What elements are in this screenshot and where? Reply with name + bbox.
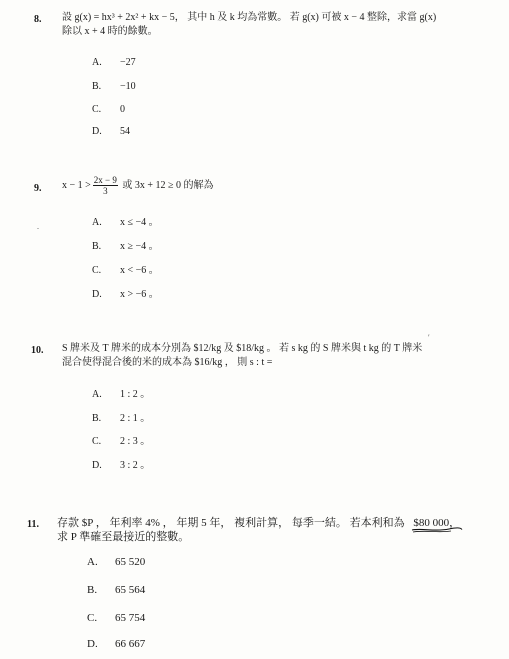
option-b[interactable]	[92, 237, 159, 252]
option-letter: D.	[92, 126, 102, 137]
option-d[interactable]	[92, 285, 159, 300]
option-b[interactable]	[87, 584, 145, 596]
option-letter: D.	[92, 289, 102, 300]
amount-value: $80 000	[413, 517, 450, 529]
option-a[interactable]	[92, 57, 136, 68]
option-text: x < −6 。	[120, 265, 159, 276]
inequality-lhs: x − 1 >	[62, 179, 91, 191]
option-letter: A.	[92, 57, 102, 68]
option-b[interactable]	[92, 409, 150, 424]
option-letter: A.	[92, 217, 102, 228]
option-c[interactable]	[92, 261, 159, 276]
handwritten-underline	[411, 527, 463, 533]
option-b[interactable]	[92, 81, 136, 92]
fraction	[93, 175, 118, 196]
question-number: 9.	[34, 183, 42, 194]
option-letter: C.	[92, 265, 102, 276]
question-text-line-1	[57, 516, 460, 530]
option-text: 65 520	[115, 556, 146, 568]
question-text-end: ，	[449, 517, 461, 529]
option-text: x ≤ −4 。	[120, 217, 159, 228]
question-text-rest: 或 3x + 12 ≥ 0 的解為	[122, 179, 214, 191]
option-letter: C.	[92, 436, 102, 447]
question-text-line-1: S 牌米及 T 牌米的成本分別為 $12/kg 及 $18/kg 。 若 s kg 的 S 牌米與 t kg 的 T 牌米	[62, 343, 423, 354]
question-text-line-2: 除以 x + 4 時的餘數。	[62, 26, 158, 37]
option-a[interactable]	[87, 556, 145, 568]
option-text: 65 564	[115, 584, 146, 596]
stray-mark: ′	[428, 333, 430, 342]
option-letter: C.	[92, 104, 102, 115]
option-letter: A.	[92, 389, 102, 400]
option-c[interactable]	[87, 612, 145, 624]
option-c[interactable]	[92, 432, 150, 447]
option-text: 0	[120, 104, 125, 115]
handwritten-underlined-amount	[413, 516, 449, 530]
question-text-line-2: 求 P 準確至最接近的整數。	[57, 531, 190, 543]
option-letter: B.	[92, 241, 102, 252]
option-letter: D.	[92, 460, 102, 471]
option-d[interactable]	[92, 126, 130, 137]
option-text: 65 754	[115, 612, 146, 624]
option-text: 1 : 2 。	[120, 389, 151, 400]
question-text-line-2: 混合使得混合後的米的成本為 $16/kg ， 則 s : t =	[62, 357, 273, 368]
option-text: −27	[120, 57, 136, 68]
option-letter: B.	[92, 81, 102, 92]
option-a[interactable]	[92, 385, 150, 400]
question-text-line-1	[62, 175, 214, 196]
option-letter: B.	[87, 584, 98, 596]
option-letter: C.	[87, 612, 98, 624]
option-letter: D.	[87, 638, 98, 650]
option-text: −10	[120, 81, 136, 92]
stray-mark: .	[37, 222, 39, 231]
option-c[interactable]	[92, 104, 125, 115]
option-text: 2 : 1 。	[120, 413, 151, 424]
fraction-denominator: 3	[103, 186, 108, 196]
option-a[interactable]	[92, 213, 159, 228]
option-d[interactable]	[87, 638, 145, 650]
option-text: 66 667	[115, 638, 146, 650]
question-text: 存款 $P ， 年利率 4% ， 年期 5 年， 複利計算， 每季一結。 若本利和為	[57, 517, 405, 529]
option-text: x ≥ −4 。	[120, 241, 159, 252]
option-letter: B.	[92, 413, 102, 424]
option-text: x > −6 。	[120, 289, 159, 300]
option-text: 2 : 3 。	[120, 436, 151, 447]
question-text-line-1: 設 g(x) = hx³ + 2x² + kx − 5， 其中 h 及 k 均為常數。 若 g(x) 可被 x − 4 整除，求當 g(x)	[62, 12, 437, 23]
question-number: 10.	[31, 345, 44, 356]
question-number: 11.	[27, 519, 39, 530]
option-text: 3 : 2 。	[120, 460, 151, 471]
question-number: 8.	[34, 14, 42, 25]
fraction-numerator: 2x − 9	[93, 175, 117, 185]
option-letter: A.	[87, 556, 98, 568]
option-text: 54	[120, 126, 130, 137]
option-d[interactable]	[92, 456, 150, 471]
